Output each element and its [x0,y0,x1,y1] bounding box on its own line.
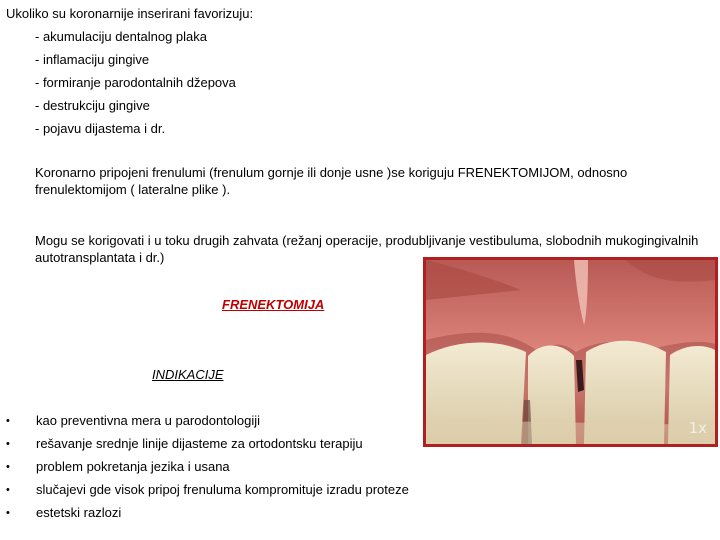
list-item [6,410,409,433]
list-item: - pojavu dijastema i dr. [35,121,166,136]
bullet-icon: • [6,507,10,520]
bullet-icon: • [6,484,10,497]
indication-text: slučajevi gde visok pripoj frenuluma kompromituje izradu proteze [36,482,409,498]
list-item [6,502,409,525]
list-item: - destrukciju gingive [35,98,150,113]
list-item: - inflamaciju gingive [35,52,150,67]
paragraph-frenektomija: Koronarno pripojeni frenulumi (frenulum gornje ili donje usne )se koriguju FRENEKTOMIJOM, odnosno frenulektomijom ( lateralne plike ). [35,165,628,197]
paragraph-other-procedures: Mogu se korigovati i u toku drugih zahvata (režanj operacije, produbljivanje vestibuluma, slobodnih mukogingivalnih autotransplantata i dr.) [35,233,699,265]
indications-list [6,410,409,525]
clinical-photo [423,257,718,447]
indication-text: rešavanje srednje linije dijasteme za ortodontsku terapiju [36,436,363,452]
gingiva-teeth-illustration [426,260,715,444]
photo-magnification-label: 1x [688,418,707,437]
heading-indikacije: INDIKACIJE [152,367,224,382]
list-item: - akumulaciju dentalnog plaka [35,29,207,44]
intro-text: Ukoliko su koronarnije inserirani favorizuju: [6,6,254,21]
list-item [6,433,409,456]
list-item: - formiranje parodontalnih džepova [35,75,236,90]
bullet-icon: • [6,438,10,451]
indication-text: problem pokretanja jezika i usana [36,459,230,475]
bullet-icon: • [6,415,10,428]
list-item [6,456,409,479]
list-item [6,479,409,502]
bullet-icon: • [6,461,10,474]
indication-text: kao preventivna mera u parodontologiji [36,413,261,429]
heading-frenektomija: FRENEKTOMIJA [222,297,325,312]
indication-text: estetski razlozi [36,505,122,521]
favor-list [35,28,236,143]
